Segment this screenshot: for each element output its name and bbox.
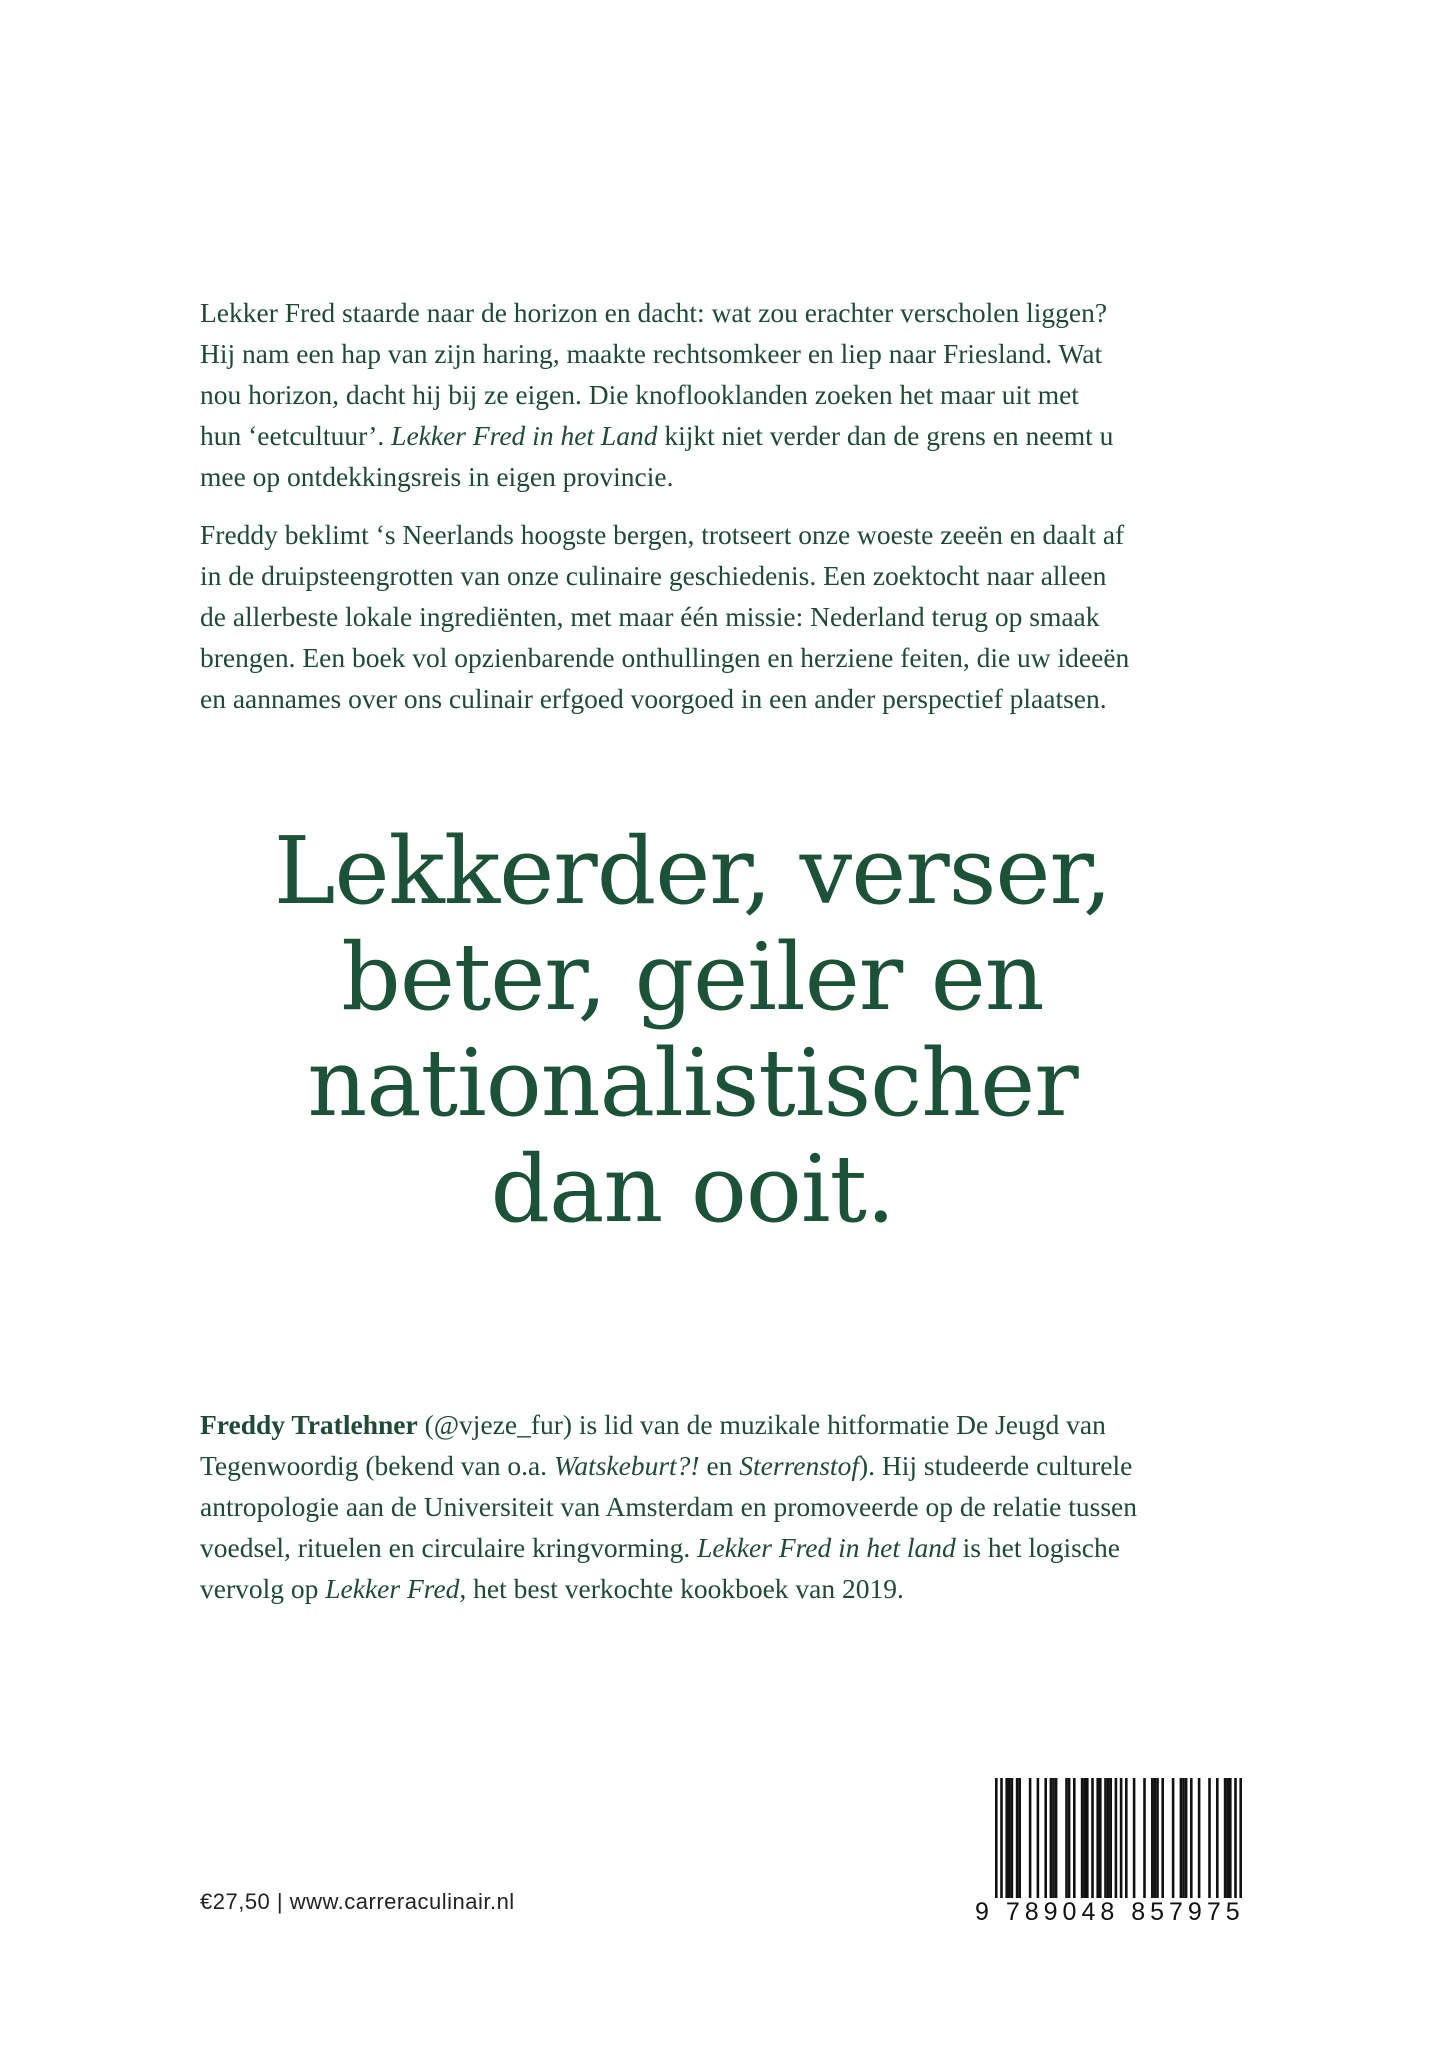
bio-text: en bbox=[699, 1450, 740, 1481]
barcode-bar bbox=[1096, 1778, 1099, 1902]
quote-line: dan ooit. bbox=[490, 1135, 895, 1243]
barcode-bar bbox=[1185, 1778, 1188, 1902]
barcode-bar bbox=[1065, 1778, 1068, 1902]
barcode-bar bbox=[1073, 1778, 1076, 1902]
quote-line: nationalistischer bbox=[307, 1029, 1078, 1137]
blurb-text: hun ‘eetcultuur’. bbox=[200, 420, 392, 451]
price-and-website: €27,50 | www.carreraculinair.nl bbox=[200, 1889, 515, 1914]
barcode-bar bbox=[1083, 1778, 1086, 1902]
blurb-line: brengen. Een boek vol opzienbarende onthullingen en herziene feiten, die uw ideeën bbox=[200, 642, 1130, 673]
bio-text: het best verkochte kookboek van 2019. bbox=[466, 1573, 904, 1604]
pull-quote bbox=[240, 818, 1145, 1242]
book-title-italic: Lekker Fred in het Land bbox=[391, 420, 658, 451]
blurb-line: mee op ontdekkingsreis in eigen provincie. bbox=[200, 461, 674, 492]
barcode-bar bbox=[1086, 1778, 1089, 1902]
blurb-paragraph-1 bbox=[200, 292, 1210, 497]
bio-line bbox=[200, 1404, 1210, 1445]
blurb-line: Lekker Fred staarde naar de horizon en dacht: wat zou erachter verscholen liggen? bbox=[200, 297, 1108, 328]
blurb-paragraph-2 bbox=[200, 514, 1210, 719]
blurb-text: kijkt niet verder dan de grens en neemt u bbox=[657, 420, 1114, 451]
bio-line bbox=[200, 1568, 1210, 1609]
bio-line bbox=[200, 1527, 1210, 1568]
blurb-line: en aannames over ons culinair erfgoed voorgoed in een ander perspectief plaatsen. bbox=[200, 683, 1107, 714]
barcode-bar bbox=[1172, 1778, 1175, 1902]
barcode-bar bbox=[1018, 1778, 1021, 1902]
bio-line bbox=[200, 1445, 1210, 1486]
bio-text: Tegenwoordig (bekend van o.a. bbox=[200, 1450, 554, 1481]
bio-text: vervolg op bbox=[200, 1573, 326, 1604]
blurb-line: in de druipsteengrotten van onze culinaire geschiedenis. Een zoektocht naar alleen bbox=[200, 560, 1107, 591]
barcode-bar bbox=[1081, 1778, 1084, 1902]
barcode-bar bbox=[1208, 1778, 1211, 1902]
blurb-line: de allerbeste lokale ingrediënten, met maar één missie: Nederland terug op smaak bbox=[200, 601, 1100, 632]
quote-line: Lekkerder, verser, bbox=[273, 817, 1112, 925]
isbn-barcode bbox=[975, 1778, 1257, 1938]
barcode-guard-bar bbox=[1115, 1778, 1118, 1918]
barcode-bar bbox=[1005, 1778, 1008, 1902]
album-title-italic: Sterrenstof bbox=[739, 1450, 859, 1481]
barcode-bar bbox=[1099, 1778, 1102, 1902]
barcode-bar bbox=[1037, 1778, 1040, 1902]
barcode-bar bbox=[1216, 1778, 1219, 1902]
barcode-guard-bar bbox=[1120, 1778, 1123, 1918]
barcode-bar bbox=[1011, 1778, 1014, 1902]
book-title-italic: Lekker Fred, bbox=[325, 1573, 467, 1604]
barcode-guard-bar bbox=[1234, 1778, 1237, 1918]
author-name: Freddy Tratlehner bbox=[200, 1409, 418, 1440]
barcode-guard-bar bbox=[1000, 1778, 1003, 1918]
barcode-bar bbox=[1180, 1778, 1183, 1902]
barcode-bar bbox=[1107, 1778, 1110, 1902]
barcode-bar bbox=[1190, 1778, 1193, 1902]
barcode-bar bbox=[1226, 1778, 1229, 1902]
bio-text: (@vjeze_fur) is lid van de muzikale hitformatie De Jeugd van bbox=[417, 1409, 1106, 1440]
barcode-bar bbox=[1104, 1778, 1107, 1902]
barcode-bar bbox=[1016, 1778, 1019, 1902]
barcode-bar bbox=[1133, 1778, 1136, 1902]
bio-text: is het logische bbox=[955, 1532, 1120, 1563]
barcode-bar bbox=[1068, 1778, 1071, 1902]
barcode-bar bbox=[1125, 1778, 1128, 1902]
barcode-bar bbox=[1044, 1778, 1047, 1902]
barcode-bar bbox=[1198, 1778, 1201, 1902]
barcode-guard-bar bbox=[995, 1778, 998, 1918]
barcode-bar bbox=[1151, 1778, 1154, 1902]
blurb-line: Freddy beklimt ‘s Neerlands hoogste bergen, trotseert onze woeste zeeën en daalt af bbox=[200, 519, 1125, 550]
barcode-bar bbox=[1161, 1778, 1164, 1902]
barcode-bar bbox=[1229, 1778, 1232, 1902]
quote-line: beter, geiler en bbox=[341, 923, 1044, 1031]
bio-text: voedsel, rituelen en circulaire kringvorming. bbox=[200, 1532, 698, 1563]
barcode-bar bbox=[1052, 1778, 1055, 1902]
blurb-line: nou horizon, dacht hij bij ze eigen. Die knoflooklanden zoeken het maar uit met bbox=[200, 379, 1079, 410]
blurb-line bbox=[200, 415, 1210, 456]
barcode-bar bbox=[1143, 1778, 1146, 1902]
barcode-guard-bar bbox=[1239, 1778, 1242, 1918]
barcode-bar bbox=[1050, 1778, 1053, 1902]
barcode-bar bbox=[1224, 1778, 1227, 1902]
bio-text: ). Hij studeerde culturele bbox=[858, 1450, 1133, 1481]
blurb-line: Hij nam een hap van zijn haring, maakte rechtsomkeer en liep naar Friesland. Wat bbox=[200, 338, 1103, 369]
bio-line: antropologie aan de Universiteit van Amsterdam en promoveerde op de relatie tussen bbox=[200, 1491, 1137, 1522]
album-title-italic: Watskeburt?! bbox=[553, 1450, 700, 1481]
barcode-bar bbox=[1154, 1778, 1157, 1902]
barcode-bar bbox=[1055, 1778, 1058, 1902]
barcode-bar bbox=[1091, 1778, 1094, 1902]
author-bio bbox=[200, 1404, 1210, 1609]
barcode-bar bbox=[1109, 1778, 1112, 1902]
barcode-bar bbox=[1182, 1778, 1185, 1902]
barcode-bar bbox=[1008, 1778, 1011, 1902]
barcode-bar bbox=[1029, 1778, 1032, 1902]
book-title-italic: Lekker Fred in het land bbox=[697, 1532, 956, 1563]
barcode-bar bbox=[1156, 1778, 1159, 1902]
isbn-number: 9 789048 857975 bbox=[975, 1898, 1257, 1927]
